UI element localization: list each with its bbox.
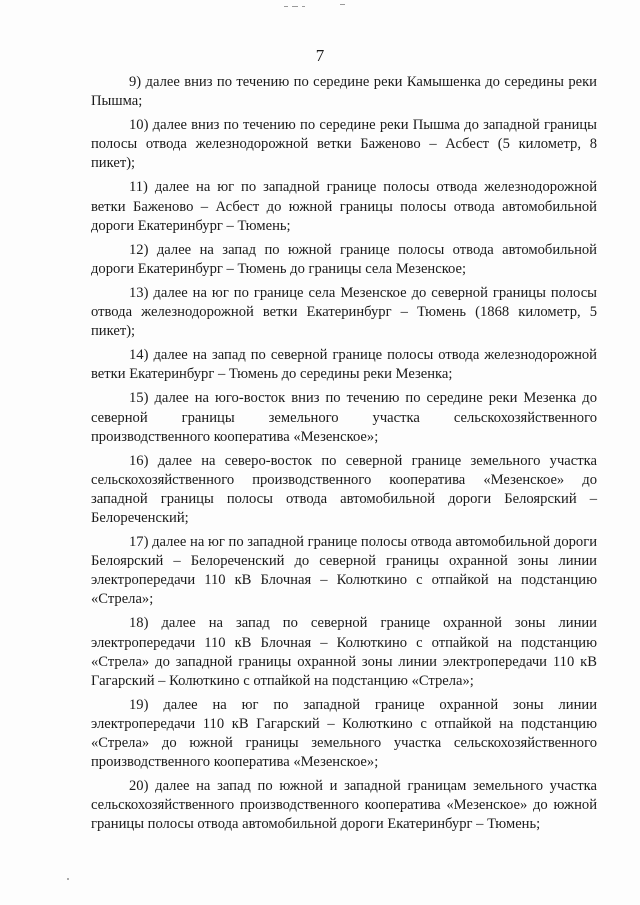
paragraph-14: 14) далее на запад по северной границе полосы отвода железнодорожной ветки Екатеринбург – Тюмень до середины реки Мезенка; [91,347,597,383]
paragraph-16: 16) далее на северо-восток по северной границе земельного участка сельскохозяйственного производственного кооператива «Мезенское» до западной границы полосы отвода автомобильной дороги Белоярский – Белореченский; [91,452,597,526]
paragraph-9: 9) далее вниз по течению по середине реки Камышенка до середины реки Пышма; [91,74,597,110]
paragraph-10: 10) далее вниз по течению по середине реки Пышма до западной границы полосы отвода железнодорожной ветки Баженово – Асбест (5 километр, 8 пикет); [91,117,597,172]
paragraph-17: 17) далее на юг по западной границе полосы отвода автомобильной дороги Белоярский – Белореченский до северной границы охранной зоны линии электропередачи 110 кВ Блочная – Колюткино с отпайкой на подстанцию «Стрела»; [91,534,597,608]
paragraph-18: 18) далее на запад по северной границе охранной зоны линии электропередачи 110 кВ Блочная – Колюткино с отпайкой на подстанцию «Стрела» до западной границы охранной зоны линии электропередачи 110 кВ Гагарский – Колюткино с отпайкой на подстанцию «Стрела»; [91,615,597,689]
document-body [91,72,597,838]
paragraph-11: 11) далее на юг по западной границе полосы отвода железнодорожной ветки Баженово – Асбест до южной границы полосы отвода автомобильной дороги Екатеринбург – Тюмень; [91,179,597,234]
paragraph-20: 20) далее на запад по южной и западной границам земельного участка сельскохозяйственного производственного кооператива «Мезенское» до южной границы полосы отвода автомобильной дороги Екатеринбург – Тюмень; [91,778,597,833]
scan-artifact-dot [67,878,69,880]
scan-artifact [284,6,354,12]
page-number: 7 [315,46,325,65]
paragraph-19: 19) далее на юг по западной границе охранной зоны линии электропередачи 110 кВ Гагарский – Колюткино с отпайкой на подстанцию «Стрела» до южной границы земельного участка сельскохозяйственного производственного кооператива «Мезенское»; [91,696,597,771]
paragraph-15: 15) далее на юго-восток вниз по течению по середине реки Мезенка до северной границы земельного участка сельскохозяйственного производственного кооператива «Мезенское»; [91,390,597,445]
paragraph-12: 12) далее на запад по южной границе полосы отвода автомобильной дороги Екатеринбург – Тюмень до границы села Мезенское; [91,241,597,277]
paragraph-13: 13) далее на юг по границе села Мезенское до северной границы полосы отвода железнодорожной ветки Екатеринбург – Тюмень (1868 километр, 5 пикет); [91,284,597,340]
